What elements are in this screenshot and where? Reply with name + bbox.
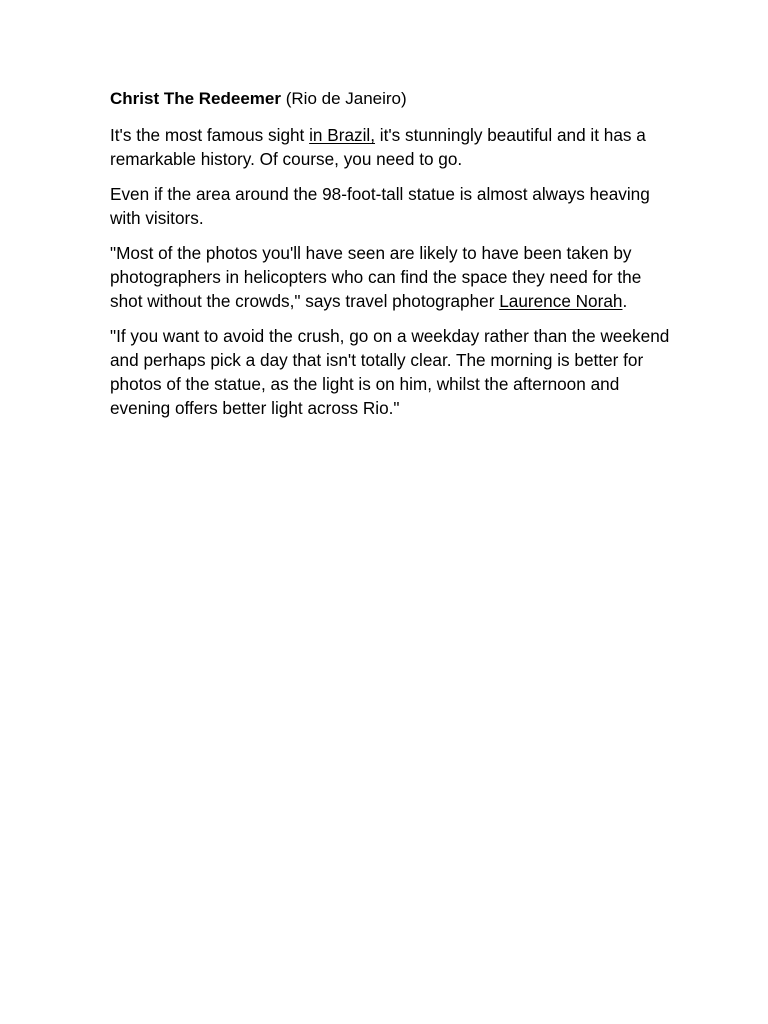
paragraph-2: Even if the area around the 98-foot-tall statue is almost always heaving with visitors.: [110, 184, 650, 228]
section-heading: [110, 88, 670, 110]
paragraph-1-text-after: it's stunningly beautiful and it has a remarkable history. Of course, you need to go.: [110, 125, 646, 169]
paragraph-4: "If you want to avoid the crush, go on a weekday rather than the weekend and perhaps pick a day that isn't totally clear. The morning is better for photos of the statue, as the light is on him, whilst the afternoon and evening offers better light across Rio.": [110, 326, 670, 418]
paragraph-3-text-after: .: [622, 291, 628, 311]
heading-subtitle: (Rio de Janeiro): [285, 89, 407, 108]
document-page: [110, 88, 670, 431]
heading-title: Christ The Redeemer: [110, 89, 281, 108]
paragraph-3: [110, 241, 670, 313]
paragraph-1: [110, 123, 670, 171]
laurence-norah-link[interactable]: Laurence Norah: [499, 291, 623, 311]
paragraph-3-text-before: "Most of the photos you'll have seen are likely to have been taken by photographers in helicopters who can find the space they need for the shot without the crowds," says travel photographer: [110, 243, 642, 311]
in-brazil-link[interactable]: in Brazil,: [309, 125, 376, 145]
paragraph-1-text-before: It's the most famous sight: [110, 125, 310, 145]
